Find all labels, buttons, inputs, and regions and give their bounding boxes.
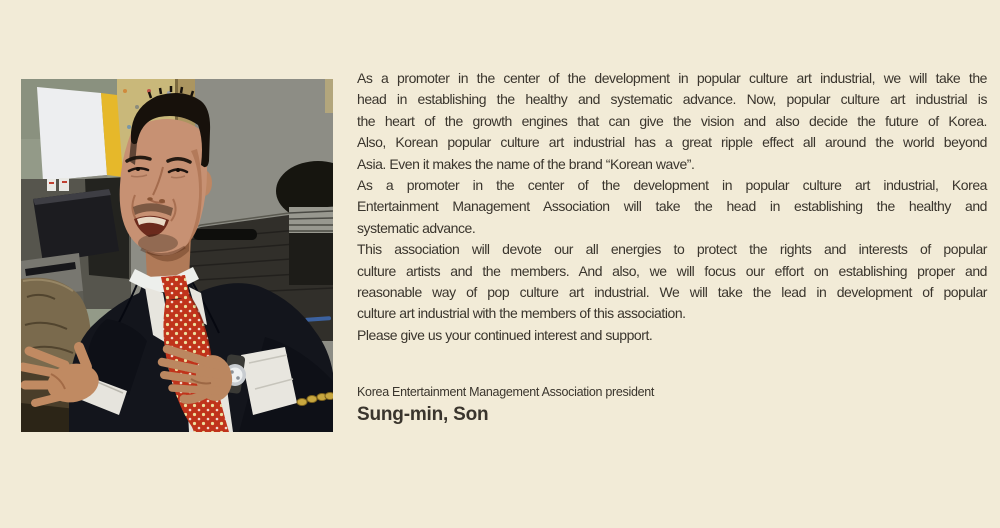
greeting-section [357, 68, 987, 426]
signature-title: Korea Entertainment Management Association president [357, 385, 655, 400]
text-line: This association will devote our all energies to protect the rights and interests of popular [357, 241, 987, 258]
text-line: systematic advance. [357, 219, 476, 236]
president-photo-illustration [21, 79, 333, 432]
text-line: As a promoter in the center of the development in popular culture art industrial, Korea [357, 177, 987, 194]
president-photo [21, 79, 333, 432]
text-line: Entertainment Management Association will take the head in establishing the healthy and [357, 198, 987, 215]
text-line: Asia. Even it makes the name of the brand “Korean wave”. [357, 155, 695, 172]
greeting-paragraphs [357, 68, 987, 346]
text-line: culture artists and the members. And also, we will focus our effort on establishing proper and [357, 262, 987, 279]
text-line: head in establishing the healthy and systematic advance. Now, popular culture art industrial is [357, 91, 987, 108]
text-line: reasonable way of pop culture art industrial. We will take the lead in development of popular [357, 284, 987, 301]
text-line: Please give us your continued interest and support. [357, 326, 653, 343]
signature-name: Sung-min, Son [357, 404, 489, 426]
text-line: As a promoter in the center of the development in popular culture art industrial, we will take the [357, 70, 987, 86]
text-line: the heart of the growth engines that can give the vision and also decide the future of Korea. [357, 112, 987, 129]
text-line: Also, Korean popular culture art industrial has a great ripple effect all around the world beyond [357, 134, 987, 151]
text-line: culture art industrial with the members of this association. [357, 305, 686, 322]
